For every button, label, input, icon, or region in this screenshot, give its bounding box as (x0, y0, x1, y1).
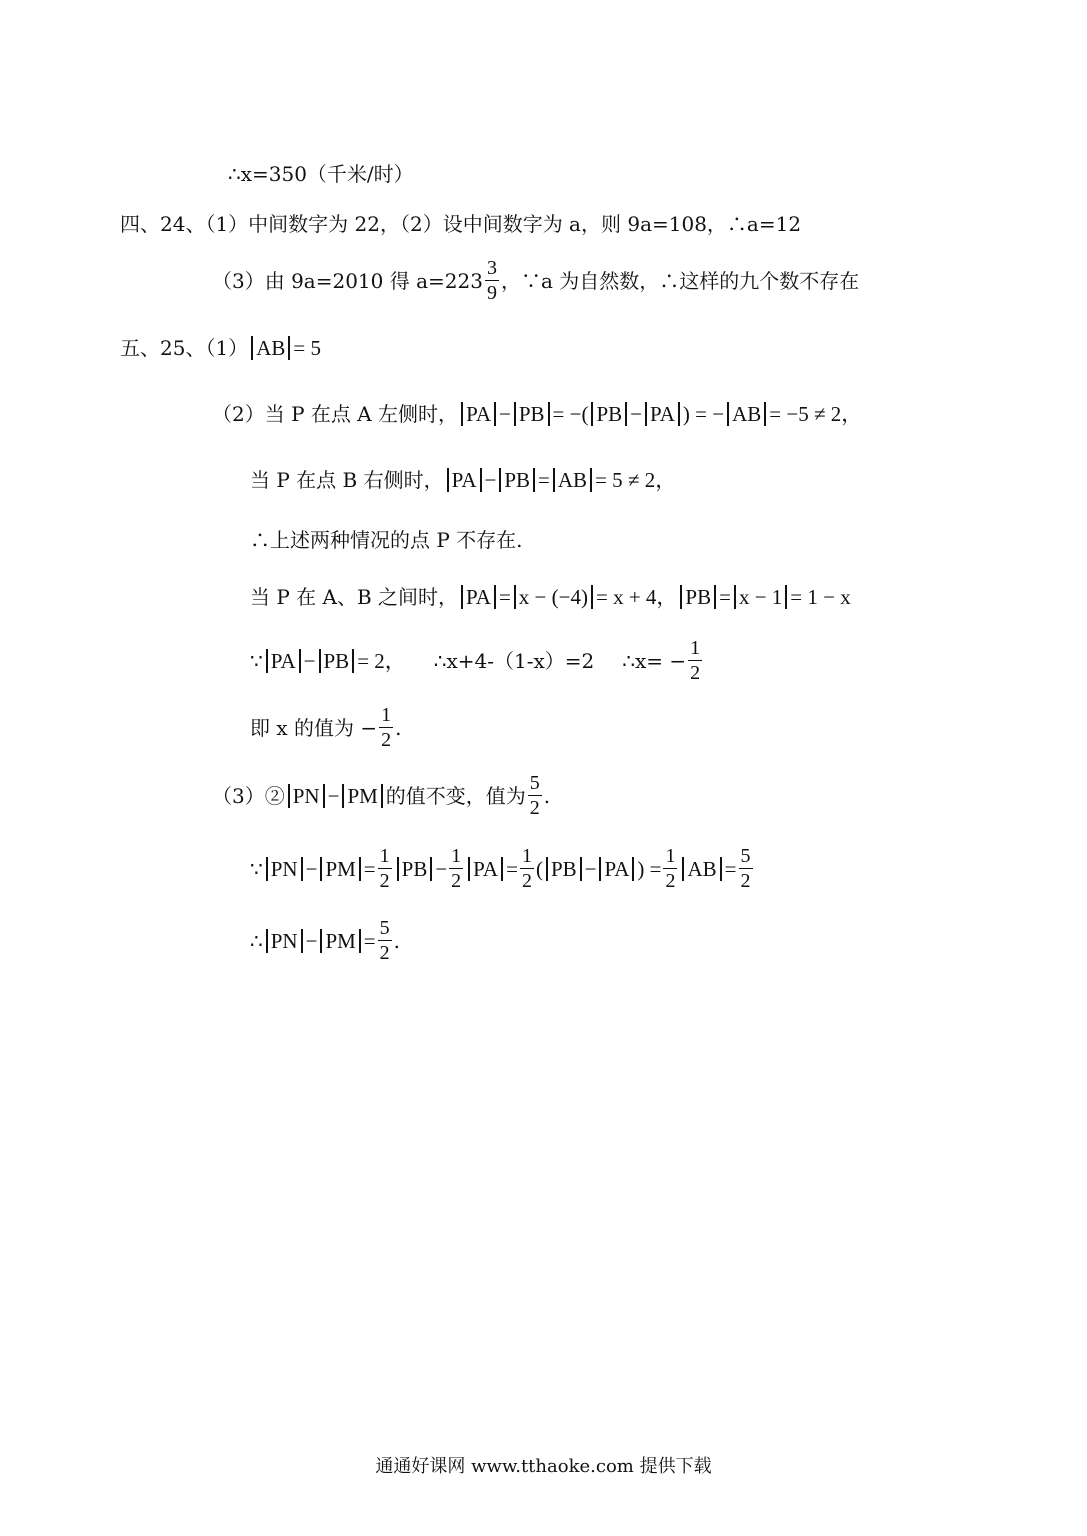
fraction: $\frac{1}{2}$ (381, 704, 392, 751)
abs-PA: PA (645, 402, 680, 426)
line-5: （2）当 P 在点 A 左侧时， PA − PB = −( PB − PA ) = − AB = −5 ≠ 2， (212, 402, 863, 426)
abs-PN: PN (266, 857, 303, 881)
line-11: （3）② PN − PM 的值不变，值为 $\frac{5}{2}$ . (212, 772, 551, 819)
fraction: $\frac{1}{2}$ (521, 845, 532, 892)
abs-PM: PM (342, 784, 382, 808)
abs-AB: AB (251, 336, 290, 360)
line-13: ∴ PN − PM = $\frac{5}{2}$ . (250, 917, 400, 964)
abs-PM: PM (320, 857, 360, 881)
question-25-label: 五、25、（1） (120, 336, 249, 360)
abs-AB: AB (682, 857, 721, 881)
text: ∴上述两种情况的点 P 不存在. (250, 528, 523, 552)
abs-PA: PA (266, 649, 301, 673)
line-1 (228, 160, 414, 188)
abs-PN: PN (288, 784, 325, 808)
line-9: ∵ PA − PB = 2， ∴x+4-（1-x）=2 ∴x= − $\frac{1}{2}$ (250, 637, 701, 684)
line-8: 当 P 在 A、B 之间时， PA = x − (−4) = x + 4， PB = x − 1 = 1 − x (250, 585, 851, 609)
page-footer: 通通好课网 www.tthaoke.com 提供下载 (375, 1456, 712, 1477)
fraction: $\frac{1}{2}$ (451, 845, 462, 892)
abs-PA: PA (461, 585, 496, 609)
text: （2）当 P 在点 A 左侧时， (212, 402, 459, 426)
abs-expression: x − 1 (734, 585, 787, 609)
text: ，∵a 为自然数，∴这样的九个数不存在 (500, 268, 860, 293)
fraction: $\frac{1}{2}$ (690, 637, 701, 684)
abs-PM: PM (320, 929, 360, 953)
line-2 (120, 210, 801, 238)
abs-PB: PB (680, 585, 716, 609)
abs-PB: PB (546, 857, 582, 881)
abs-PA: PA (599, 857, 634, 881)
line-10: 即 x 的值为 − $\frac{1}{2}$ . (250, 704, 402, 751)
line-3 (212, 258, 859, 303)
fraction: $\frac{5}{2}$ (379, 917, 390, 964)
abs-PB: PB (499, 468, 535, 492)
fraction: $\frac{5}{2}$ (529, 772, 540, 819)
abs-PA: PA (468, 857, 503, 881)
abs-PB: PB (319, 649, 355, 673)
abs-PA: PA (461, 402, 496, 426)
line-6: 当 P 在点 B 右侧时， PA − PB = AB = 5 ≠ 2， (250, 468, 677, 492)
solution-text: ∴x=350（千米/时） (228, 162, 414, 186)
abs-expression: x − (−4) (514, 585, 593, 609)
abs-PB: PB (397, 857, 433, 881)
fraction: $\frac{5}{2}$ (740, 845, 751, 892)
fraction: $\frac{1}{2}$ (379, 845, 390, 892)
fraction: $\frac{1}{2}$ (665, 845, 676, 892)
abs-PB: PB (591, 402, 627, 426)
line-12: ∵ PN − PM = $\frac{1}{2}$ PB − $\frac{1}{2}$ PA = $\frac{1}{2}$ ( PB − PA ) = $\frac{1}{2}$ AB = $\frac{5}{2}$ (250, 845, 751, 892)
math-text: = 5 (293, 336, 321, 360)
text: 当 P 在 A、B 之间时， (250, 585, 459, 609)
abs-PB: PB (514, 402, 550, 426)
line-7 (250, 526, 523, 554)
abs-PN: PN (266, 929, 303, 953)
abs-AB: AB (727, 402, 766, 426)
abs-AB: AB (553, 468, 592, 492)
text: （3）由 9a=2010 得 a=223 (212, 268, 483, 293)
fraction: $\frac{3}{9}$ (486, 257, 497, 304)
text: 当 P 在点 B 右侧时， (250, 468, 444, 492)
abs-PA: PA (447, 468, 482, 492)
question-24-text: 四、24、（1）中间数字为 22，（2）设中间数字为 a，则 9a=108，∴a=12 (120, 212, 802, 236)
line-4 (120, 334, 321, 362)
